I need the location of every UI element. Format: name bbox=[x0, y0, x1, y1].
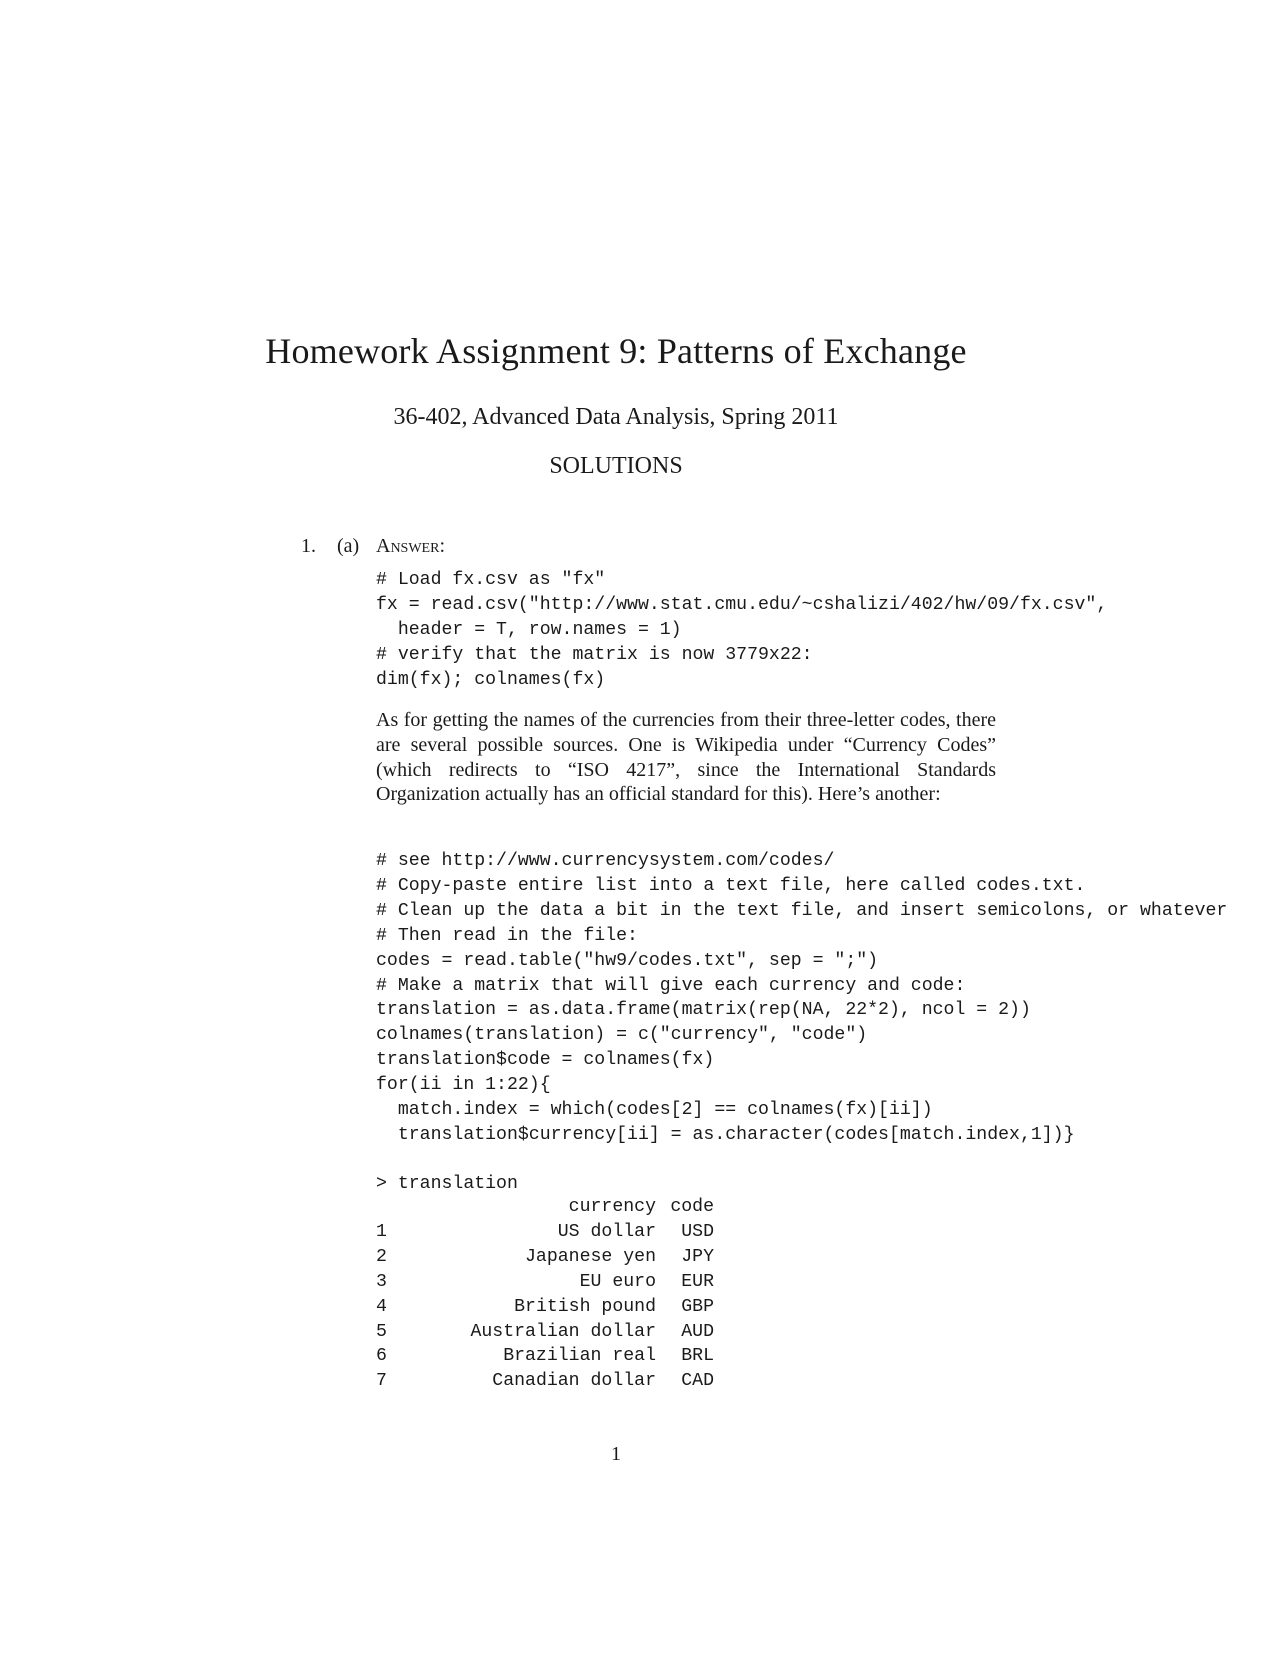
table-row bbox=[376, 1320, 714, 1345]
code-line: for(ii in 1:22){ bbox=[376, 1075, 551, 1096]
row-index: 4 bbox=[376, 1296, 387, 1317]
code-cell: AUD bbox=[681, 1321, 714, 1342]
currency-cell: Australian dollar bbox=[470, 1321, 656, 1342]
code-cell: USD bbox=[681, 1221, 714, 1242]
console-prompt bbox=[376, 1172, 518, 1197]
translation-output-table bbox=[376, 1195, 714, 1394]
code-line: # see http://www.currencysystem.com/codes/ bbox=[376, 851, 835, 871]
page-title: Homework Assignment 9: Patterns of Exchange bbox=[265, 331, 967, 371]
code-line: # Load fx.csv as "fx" bbox=[376, 570, 606, 590]
code-line: # Then read in the file: bbox=[376, 925, 638, 946]
code-line: # verify that the matrix is now 3779x22: bbox=[376, 644, 813, 665]
currency-cell: EU euro bbox=[579, 1271, 656, 1292]
row-index: 3 bbox=[376, 1271, 387, 1292]
code-line: translation$currency[ii] = as.character(codes[match.index,1])} bbox=[376, 1124, 1075, 1145]
currency-cell: US dollar bbox=[557, 1221, 656, 1242]
table-row bbox=[376, 1270, 714, 1295]
currency-cell: Japanese yen bbox=[525, 1246, 656, 1267]
row-index: 7 bbox=[376, 1371, 387, 1392]
currency-header: currency bbox=[568, 1197, 656, 1217]
question-part: (a) bbox=[337, 535, 360, 557]
currency-cell: Brazilian real bbox=[503, 1346, 656, 1367]
code-line: # Clean up the data a bit in the text file, and insert semicolons, or whatever bbox=[376, 900, 1228, 921]
page-number: 1 bbox=[611, 1443, 621, 1465]
code-line: codes = read.table("hw9/codes.txt", sep = ";") bbox=[376, 950, 879, 971]
currency-cell: British pound bbox=[514, 1296, 656, 1317]
code-cell: JPY bbox=[681, 1246, 714, 1267]
table-row bbox=[376, 1245, 714, 1270]
solutions-heading: SOLUTIONS bbox=[549, 453, 683, 479]
row-index: 5 bbox=[376, 1321, 387, 1342]
table-header-row bbox=[376, 1195, 714, 1220]
code-line: fx = read.csv("http://www.stat.cmu.edu/~cshalizi/402/hw/09/fx.csv", bbox=[376, 594, 1108, 615]
prompt-line: > translation bbox=[376, 1174, 518, 1194]
explanation-paragraph: As for getting the names of the currencies from their three-letter codes, there are several possible sources. One is Wikipedia under “Currency Codes” (which redirects to “ISO 4217”, since the International Standards Organization actually has an official standard for this). Here’s another: bbox=[376, 709, 996, 806]
code-line: # Copy-paste entire list into a text file, here called codes.txt. bbox=[376, 875, 1086, 896]
code-line: dim(fx); colnames(fx) bbox=[376, 669, 606, 690]
code-line: translation = as.data.frame(matrix(rep(NA, 22*2), ncol = 2)) bbox=[376, 1000, 1031, 1021]
code-line: header = T, row.names = 1) bbox=[376, 619, 682, 640]
row-index: 6 bbox=[376, 1346, 387, 1367]
table-row bbox=[376, 1369, 714, 1394]
table-row bbox=[376, 1344, 714, 1369]
code-line: colnames(translation) = c("currency", "code") bbox=[376, 1025, 868, 1046]
code-cell: CAD bbox=[681, 1371, 714, 1392]
code-cell: GBP bbox=[681, 1296, 714, 1317]
row-index: 1 bbox=[376, 1221, 387, 1242]
answer-label: Answer: bbox=[376, 535, 445, 557]
course-subtitle: 36-402, Advanced Data Analysis, Spring 2011 bbox=[393, 404, 839, 430]
code-cell: BRL bbox=[681, 1346, 714, 1367]
table-row bbox=[376, 1295, 714, 1320]
code-header: code bbox=[670, 1197, 714, 1217]
index-header bbox=[376, 1195, 436, 1220]
question-number: 1. bbox=[301, 535, 316, 557]
currency-cell: Canadian dollar bbox=[492, 1371, 656, 1392]
row-index: 2 bbox=[376, 1246, 387, 1267]
code-line: match.index = which(codes[2] == colnames(fx)[ii]) bbox=[376, 1100, 933, 1121]
table-row bbox=[376, 1220, 714, 1245]
code-block-translation bbox=[376, 849, 1227, 1148]
code-line: translation$code = colnames(fx) bbox=[376, 1050, 715, 1071]
code-cell: EUR bbox=[681, 1271, 714, 1292]
code-line: # Make a matrix that will give each currency and code: bbox=[376, 975, 966, 996]
code-block-load-data bbox=[376, 568, 1107, 693]
